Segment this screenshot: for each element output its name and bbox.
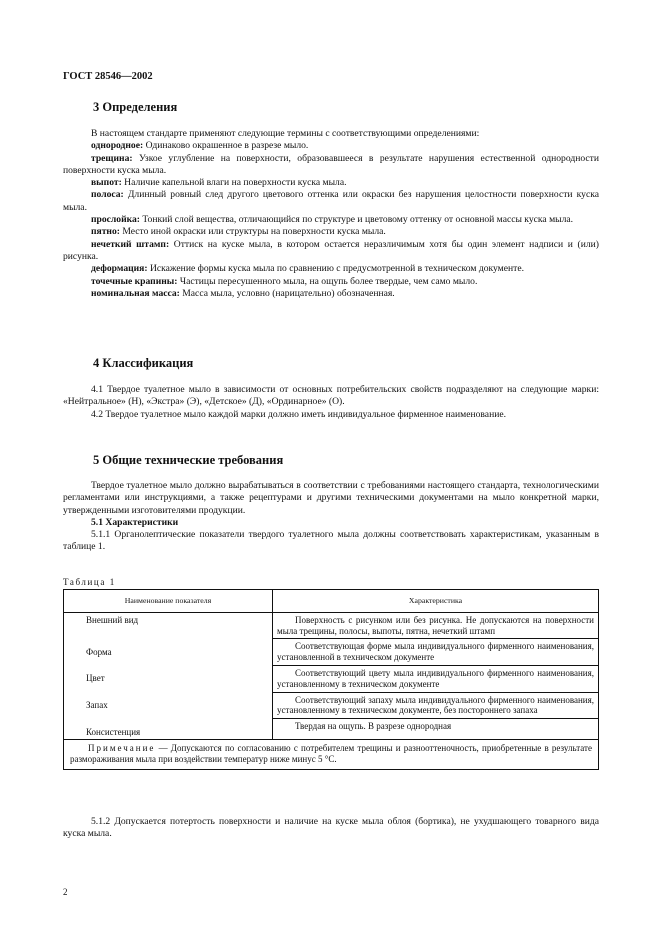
table-row bbox=[64, 612, 599, 639]
paragraph-5-1-2-block bbox=[63, 816, 599, 841]
definition-item bbox=[63, 214, 599, 226]
definition-item bbox=[63, 239, 599, 264]
definition-term: однородное: bbox=[91, 140, 144, 152]
document-code: ГОСТ 28546—2002 bbox=[63, 71, 153, 82]
definition-item bbox=[63, 177, 599, 189]
characteristic-cell: Соответствующий цвету мыла индивидуального фирменного наименования, установленному в техническом документе bbox=[273, 665, 599, 692]
definition-term: нечеткий штамп: bbox=[91, 238, 170, 250]
characteristic-cell: Соответствующая форме мыла индивидуального фирменного наименования, установленной в техническом документе bbox=[273, 639, 599, 666]
definitions-list bbox=[63, 140, 599, 300]
table-row bbox=[64, 692, 599, 719]
page-number: 2 bbox=[63, 887, 68, 897]
definition-term: прослойка: bbox=[91, 214, 140, 226]
definition-term: пятно: bbox=[91, 226, 120, 238]
table-row bbox=[64, 639, 599, 666]
definition-item bbox=[63, 263, 599, 275]
definition-item bbox=[63, 153, 599, 178]
characteristic-cell: Поверхность с рисунком или без рисунка. Не допускаются на поверхности мыла трещины, полосы, выпоты, пятна, нечеткий штамп bbox=[273, 612, 599, 639]
paragraph-5-1-2: 5.1.2 Допускается потертость поверхности и наличие на куске мыла облоя (бортика), не ухудшающего товарного вида куска мыла. bbox=[63, 816, 599, 840]
requirements-block bbox=[63, 480, 599, 554]
definition-text: Одинаково окрашенное в разрезе мыло. bbox=[143, 140, 309, 152]
note-label: Примечание bbox=[88, 743, 156, 754]
definition-text: Длинный ровный след другого цветового оттенка или окраски без нарушения целостности поверхности куска мыла. bbox=[63, 189, 599, 213]
definition-text: Наличие капельной влаги на поверхности куска мыла. bbox=[121, 177, 347, 189]
paragraph-4-1: 4.1 Твердое туалетное мыло в зависимости от основных потребительских свойств подразделяют на следующие марки: «Нейтральное» (Н), «Экстра» (Э), «Детское» (Д), «Ординарное» (О). bbox=[63, 384, 599, 408]
paragraph-5-1-1: 5.1.1 Органолептические показатели твердого туалетного мыла должны соответствовать характеристикам, указанным в таблице 1. bbox=[63, 529, 599, 553]
column-header-characteristic: Характеристика bbox=[273, 590, 599, 613]
definition-item bbox=[63, 276, 599, 288]
definitions-intro: В настоящем стандарте применяют следующие термины с соответствующими определениями: bbox=[91, 128, 480, 139]
definition-item bbox=[63, 140, 599, 152]
classification-block bbox=[63, 384, 599, 421]
table-note-row bbox=[64, 740, 599, 770]
table-header-row bbox=[64, 590, 599, 613]
definition-term: полоса: bbox=[91, 189, 124, 201]
definition-term: трещина: bbox=[91, 152, 133, 164]
definition-text: Узкое углубление на поверхности, образовавшееся в результате нарушения естественной однородности поверхности куска мыла. bbox=[63, 152, 599, 176]
characteristics-table bbox=[63, 589, 599, 770]
table-caption: Таблица 1 bbox=[63, 577, 116, 587]
paragraph-4-2: 4.2 Твердое туалетное мыло каждой марки должно иметь индивидуальное фирменное наименование. bbox=[91, 408, 506, 420]
section-4-heading: 4 Классификация bbox=[93, 356, 194, 370]
indicator-cell: Консистенция bbox=[64, 719, 273, 740]
definition-item bbox=[63, 189, 599, 214]
section-3-heading: 3 Определения bbox=[93, 100, 178, 114]
note-text: — Допускаются по согласованию с потребителем трещины и разнооттеночность, приобретенные в результате размораживания мыла при воздействии температур ниже минус 5 °С. bbox=[70, 743, 592, 765]
indicator-cell: Цвет bbox=[64, 665, 273, 692]
definition-item bbox=[63, 226, 599, 238]
subsection-5-1-heading: 5.1 Характеристики bbox=[91, 516, 179, 528]
definition-text: Искажение формы куска мыла по сравнению с предусмотренной в техническом документе. bbox=[147, 263, 524, 275]
table-row bbox=[64, 665, 599, 692]
paragraph-5-intro: Твердое туалетное мыло должно вырабатываться в соответствии с требованиями настоящего стандарта, технологическими регламентами или инструкциями, а также рецептурами и другими техническими документами на мыло конкретной марки, утвержденными изготовителями продукции. bbox=[63, 480, 599, 516]
definition-text: Масса мыла, условно (нарицательно) обозначенная. bbox=[179, 287, 395, 299]
definition-term: выпот: bbox=[91, 177, 122, 189]
definition-term: номинальная масса: bbox=[91, 287, 180, 299]
table-row bbox=[64, 719, 599, 740]
definition-item bbox=[63, 288, 599, 300]
definition-text: Место иной окраски или структуры на поверхности куска мыла. bbox=[119, 226, 386, 238]
table-note bbox=[64, 740, 599, 770]
indicator-cell: Внешний вид bbox=[64, 612, 273, 639]
definition-term: деформация: bbox=[91, 263, 148, 275]
indicator-cell: Форма bbox=[64, 639, 273, 666]
characteristic-cell: Твердая на ощупь. В разрезе однородная bbox=[273, 719, 599, 740]
definitions-block bbox=[63, 128, 599, 300]
definition-text: Тонкий слой вещества, отличающийся по структуре и цветовому оттенку от основной массы куска мыла. bbox=[140, 214, 574, 226]
definition-text: Частицы пересушенного мыла, на ощупь более твердые, чем само мыло. bbox=[177, 275, 478, 287]
section-5-heading: 5 Общие технические требования bbox=[93, 453, 284, 467]
characteristic-cell: Соответствующий запаху мыла индивидуального фирменного наименования, установленному в техническом документе, без постороннего запаха bbox=[273, 692, 599, 719]
column-header-indicator: Наименование показателя bbox=[64, 590, 273, 613]
indicator-cell: Запах bbox=[64, 692, 273, 719]
definition-text: Оттиск на куске мыла, в котором остается неразличимым хотя бы один элемент надписи и (или) рисунка. bbox=[63, 238, 599, 262]
definition-term: точечные крапины: bbox=[91, 275, 178, 287]
